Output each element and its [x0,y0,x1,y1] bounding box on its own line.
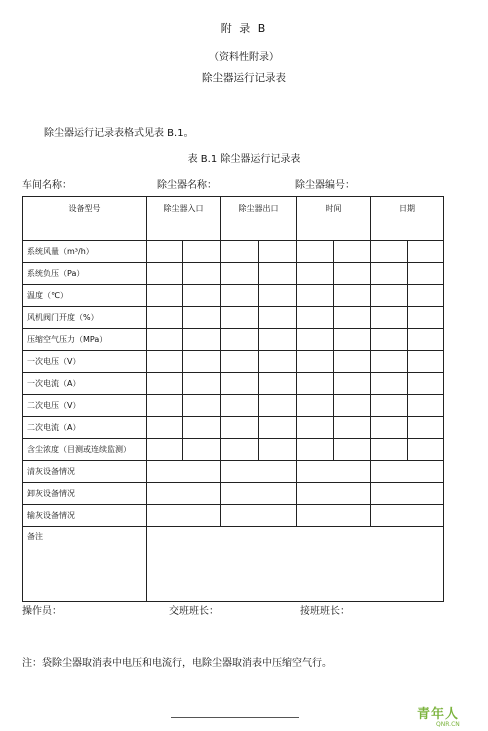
record-cell[interactable] [221,483,297,505]
collector-number-label: 除尘器编号： [295,180,355,191]
record-cell[interactable] [221,373,259,395]
record-cell[interactable] [221,461,297,483]
record-cell[interactable] [147,373,183,395]
operator-label: 操作员： [22,606,62,617]
record-cell[interactable] [297,373,334,395]
record-cell[interactable] [221,505,297,527]
record-cell[interactable] [259,241,297,263]
table-header-row [23,197,444,241]
record-cell[interactable] [408,263,444,285]
record-cell[interactable] [334,329,371,351]
record-cell[interactable] [221,263,259,285]
parameter-row [23,439,444,461]
record-cell[interactable] [297,417,334,439]
record-cell[interactable] [259,373,297,395]
record-cell[interactable] [371,417,408,439]
record-cell[interactable] [371,307,408,329]
record-cell[interactable] [147,285,183,307]
record-cell[interactable] [371,439,408,461]
header-date: 日期 [371,197,444,241]
record-cell[interactable] [334,307,371,329]
record-cell[interactable] [334,285,371,307]
record-cell[interactable] [221,351,259,373]
header-time: 时间 [297,197,371,241]
parameter-row [23,329,444,351]
record-cell[interactable] [334,351,371,373]
header-outlet: 除尘器出口 [221,197,297,241]
record-cell[interactable] [147,483,221,505]
record-cell[interactable] [259,285,297,307]
parameter-row [23,417,444,439]
header-model: 设备型号 [23,197,147,241]
record-cell[interactable] [371,395,408,417]
record-cell[interactable] [183,329,221,351]
table-caption: 表 B.1 除尘器运行记录表 [187,154,301,165]
parameter-row [23,351,444,373]
record-cell[interactable] [221,285,259,307]
record-cell[interactable] [297,395,334,417]
intro-text: 除尘器运行记录表格式见表 B.1。 [44,128,194,139]
equipment-row [23,483,444,505]
row-label: 清灰设备情况 [23,461,147,483]
record-cell[interactable] [147,307,183,329]
record-cell[interactable] [259,439,297,461]
record-table [22,196,444,602]
equipment-row [23,505,444,527]
record-cell[interactable] [183,263,221,285]
record-cell[interactable] [183,351,221,373]
record-cell[interactable] [147,241,183,263]
record-cell[interactable] [183,285,221,307]
remarks-label: 备注 [23,527,147,602]
record-cell[interactable] [259,395,297,417]
record-cell[interactable] [221,395,259,417]
record-cell[interactable] [371,351,408,373]
record-cell[interactable] [297,351,334,373]
row-label: 输灰设备情况 [23,505,147,527]
record-cell[interactable] [371,263,408,285]
record-cell[interactable] [183,439,221,461]
collector-name-label: 除尘器名称： [157,180,217,191]
record-cell[interactable] [408,373,444,395]
record-cell[interactable] [334,417,371,439]
record-cell[interactable] [371,329,408,351]
record-cell[interactable] [297,307,334,329]
record-cell[interactable] [371,285,408,307]
record-cell[interactable] [147,417,183,439]
parameter-row [23,263,444,285]
record-cell[interactable] [147,351,183,373]
record-cell[interactable] [334,241,371,263]
record-cell[interactable] [183,241,221,263]
record-cell[interactable] [371,483,444,505]
record-cell[interactable] [183,307,221,329]
record-cell[interactable] [334,263,371,285]
record-cell[interactable] [371,505,444,527]
record-cell[interactable] [259,351,297,373]
record-cell[interactable] [259,329,297,351]
record-cell[interactable] [183,395,221,417]
record-cell[interactable] [259,263,297,285]
row-label: 卸灰设备情况 [23,483,147,505]
takeover-shift-leader-label: 接班班长： [300,606,350,617]
remarks-row [23,527,444,602]
equipment-row [23,461,444,483]
record-cell[interactable] [297,461,371,483]
record-cell[interactable] [147,461,221,483]
record-cell[interactable] [297,483,371,505]
record-cell[interactable] [334,373,371,395]
record-cell[interactable] [408,241,444,263]
row-label: 一次电压（V） [23,351,147,373]
record-cell[interactable] [183,373,221,395]
record-cell[interactable] [147,439,183,461]
record-cell[interactable] [221,417,259,439]
row-label: 压缩空气压力（MPa） [23,329,147,351]
record-cell[interactable] [221,439,259,461]
parameter-row [23,285,444,307]
record-cell[interactable] [371,241,408,263]
header-inlet: 除尘器入口 [147,197,221,241]
parameter-row [23,373,444,395]
record-cell[interactable] [259,307,297,329]
record-cell[interactable] [297,439,334,461]
footer-divider [171,717,299,718]
parameter-row [23,307,444,329]
row-label: 一次电流（A） [23,373,147,395]
handover-shift-leader-label: 交班班长： [169,606,219,617]
row-label: 系统风量（m³/h） [23,241,147,263]
appendix-subtitle: （资料性附录） [209,52,279,63]
watermark-url: QNR.CN [436,721,460,728]
record-cell[interactable] [221,307,259,329]
record-cell[interactable] [371,461,444,483]
record-cell[interactable] [334,439,371,461]
record-cell[interactable] [408,285,444,307]
remarks-cell[interactable] [147,527,444,602]
record-cell[interactable] [297,329,334,351]
row-label: 温度（℃） [23,285,147,307]
record-cell[interactable] [147,505,221,527]
document-title: 除尘器运行记录表 [202,72,286,84]
record-cell[interactable] [371,373,408,395]
record-cell[interactable] [297,263,334,285]
row-label: 二次电流（A） [23,417,147,439]
record-cell[interactable] [408,439,444,461]
record-cell[interactable] [408,329,444,351]
record-cell[interactable] [408,417,444,439]
record-cell[interactable] [147,263,183,285]
record-cell[interactable] [147,395,183,417]
workshop-name-label: 车间名称： [22,180,72,191]
row-label: 二次电压（V） [23,395,147,417]
record-cell[interactable] [408,395,444,417]
record-cell[interactable] [183,417,221,439]
parameter-row [23,395,444,417]
record-cell[interactable] [147,329,183,351]
watermark-logo: 青年人 [417,707,460,722]
record-cell[interactable] [408,351,444,373]
record-cell[interactable] [221,329,259,351]
parameter-row [23,241,444,263]
record-cell[interactable] [297,241,334,263]
record-cell[interactable] [221,241,259,263]
note-text: 注：袋除尘器取消表中电压和电流行，电除尘器取消表中压缩空气行。 [22,658,332,669]
record-cell[interactable] [334,395,371,417]
row-label: 含尘浓度（目测或连续监测） [23,439,147,461]
appendix-title: 附 录 B [220,22,268,35]
record-cell[interactable] [297,285,334,307]
row-label: 风机阀门开度（%） [23,307,147,329]
record-cell[interactable] [408,307,444,329]
record-cell[interactable] [259,417,297,439]
record-cell[interactable] [297,505,371,527]
row-label: 系统负压（Pa） [23,263,147,285]
